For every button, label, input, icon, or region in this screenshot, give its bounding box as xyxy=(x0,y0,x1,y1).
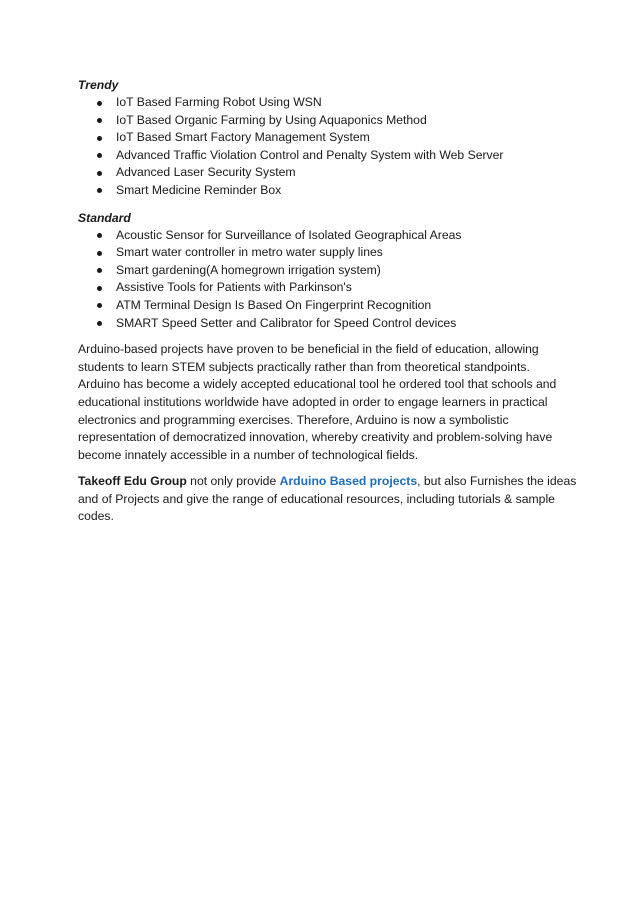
standard-list xyxy=(78,227,558,333)
bullet-icon xyxy=(97,136,102,141)
bullet-icon xyxy=(97,101,102,106)
list-item: Smart Medicine Reminder Box xyxy=(78,182,558,200)
trendy-list xyxy=(78,94,558,200)
list-item: Smart gardening(A homegrown irrigation system) xyxy=(78,262,558,280)
company-name: Takeoff Edu Group xyxy=(78,474,187,489)
bullet-icon xyxy=(97,286,102,291)
section-heading-standard: Standard xyxy=(78,210,131,225)
paragraph-line: become innately accessible in a number of technological fields. xyxy=(78,447,419,462)
arduino-projects-link[interactable]: Arduino Based projects xyxy=(279,474,418,489)
list-item: IoT Based Farming Robot Using WSN xyxy=(78,94,558,112)
company-paragraph xyxy=(78,473,577,526)
list-item: IoT Based Organic Farming by Using Aquaponics Method xyxy=(78,112,558,130)
list-item: IoT Based Smart Factory Management System xyxy=(78,129,558,147)
bullet-icon xyxy=(97,118,102,123)
paragraph-line: codes. xyxy=(78,509,114,524)
intro-paragraph xyxy=(78,341,558,464)
bullet-icon xyxy=(97,171,102,176)
list-item: Advanced Laser Security System xyxy=(78,164,558,182)
section-heading-trendy: Trendy xyxy=(78,78,119,92)
bullet-icon xyxy=(97,233,102,238)
bullet-icon xyxy=(97,153,102,158)
list-item: Assistive Tools for Patients with Parkinson's xyxy=(78,279,558,297)
paragraph-line: Arduino-based projects have proven to be beneficial in the field of education, allowing xyxy=(78,342,539,357)
paragraph-line: Arduino has become a widely accepted educational tool he ordered tool that schools and xyxy=(78,377,557,392)
list-item: ATM Terminal Design Is Based On Fingerprint Recognition xyxy=(78,297,558,315)
paragraph-line: Takeoff Edu Group not only provide Arduino Based projects, but also Furnishes the ideas xyxy=(78,474,577,489)
paragraph-line: educational institutions worldwide have adopted in order to engage learners in practical xyxy=(78,394,548,409)
list-item: Smart water controller in metro water supply lines xyxy=(78,244,558,262)
list-item: Advanced Traffic Violation Control and Penalty System with Web Server xyxy=(78,147,558,165)
paragraph-line: representation of democratized innovation, whereby creativity and problem-solving have xyxy=(78,430,553,445)
bullet-icon xyxy=(97,188,102,193)
paragraph-line: and of Projects and give the range of educational resources, including tutorials & sample xyxy=(78,491,555,506)
bullet-icon xyxy=(97,251,102,256)
paragraph-line: electronics and programming exercises. Therefore, Arduino is now a symbolistic xyxy=(78,412,509,427)
list-item: Acoustic Sensor for Surveillance of Isolated Geographical Areas xyxy=(78,227,558,245)
bullet-icon xyxy=(97,303,102,308)
paragraph-line: students to learn STEM subjects practically rather than from theoretical standpoints. xyxy=(78,359,530,374)
bullet-icon xyxy=(97,268,102,273)
list-item: SMART Speed Setter and Calibrator for Speed Control devices xyxy=(78,315,558,333)
bullet-icon xyxy=(97,321,102,326)
document-page xyxy=(78,74,577,526)
